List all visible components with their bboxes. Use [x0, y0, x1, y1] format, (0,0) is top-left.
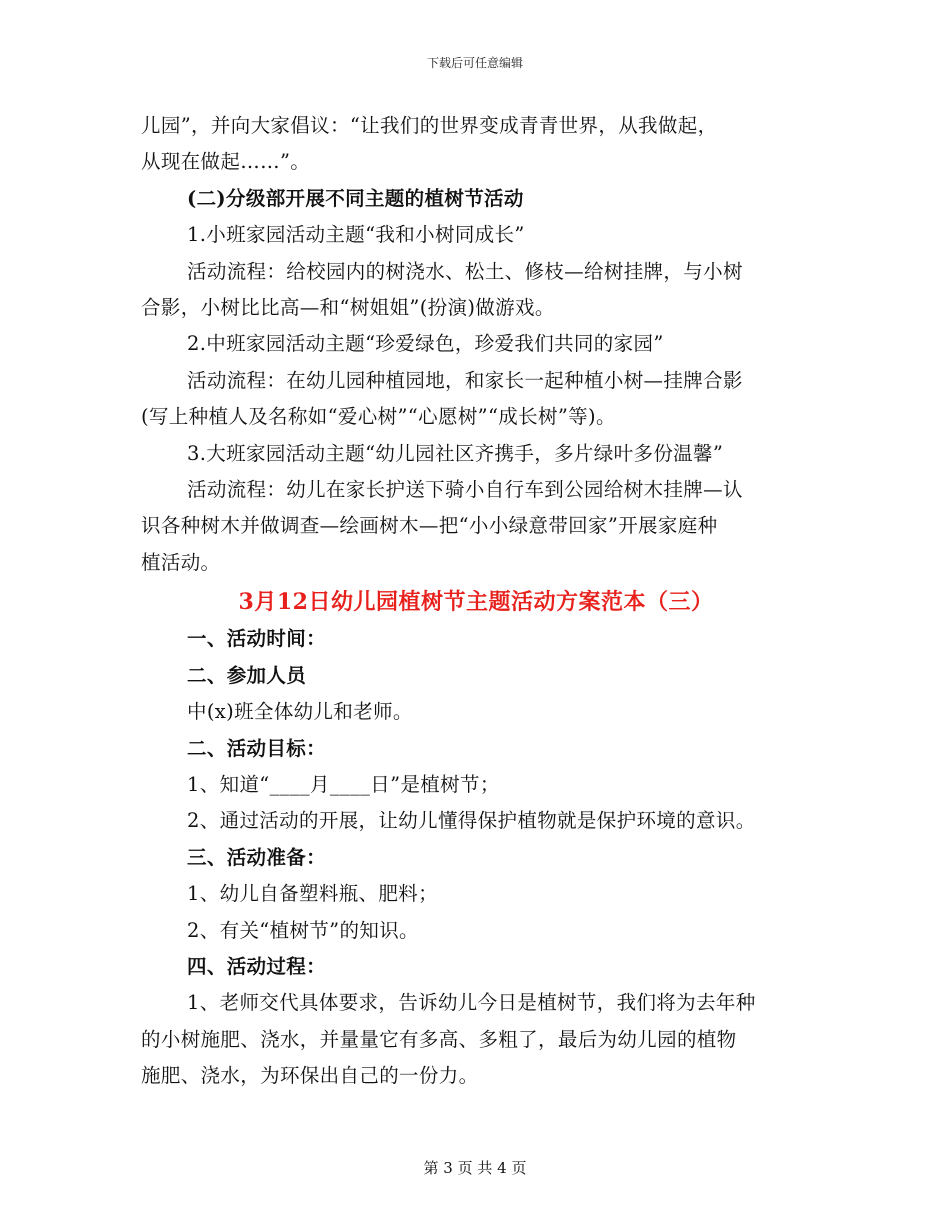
section-heading: 四、活动过程： — [187, 954, 326, 978]
paragraph-line: (写上种植人及名称如“爱心树”“心愿树”“成长树”等)。 — [141, 405, 616, 429]
paragraph-line: 识各种树木并做调查—绘画树木—把“小小绿意带回家”开展家庭种 — [141, 514, 718, 538]
paragraph-line: 活动流程：给校园内的树浇水、松土、修枝—给树挂牌，与小树 — [187, 259, 743, 283]
section-heading: 二、参加人员 — [187, 663, 307, 687]
page-footer: 第 3 页 共 4 页 — [423, 1159, 527, 1177]
paragraph-line: 从现在做起……”。 — [141, 150, 311, 174]
paragraph-line: 植活动。 — [141, 550, 221, 574]
page-header: 下载后可任意编辑 — [426, 56, 523, 70]
section-heading: 一、活动时间： — [187, 627, 326, 651]
document-body — [141, 108, 811, 1095]
paragraph-line: 3.大班家园活动主题“幼儿园社区齐携手，多片绿叶多份温馨” — [187, 441, 724, 465]
paragraph-line: 施肥、浇水，为环保出自己的一份力。 — [141, 1064, 479, 1088]
section-heading: 二、活动目标： — [187, 736, 326, 760]
paragraph-line: 2、通过活动的开展，让幼儿懂得保护植物就是保护环境的意识。 — [187, 809, 756, 833]
section-heading: 三、活动准备： — [187, 845, 326, 869]
paragraph-line: 2.中班家园活动主题“珍爱绿色，珍爱我们共同的家园” — [187, 332, 664, 356]
paragraph-line: 1.小班家园活动主题“我和小树同成长” — [187, 223, 525, 247]
paragraph-line: 活动流程：幼儿在家长护送下骑小自行车到公园给树木挂牌—认 — [187, 478, 743, 502]
paragraph-line: 儿园”，并向大家倡议：“让我们的世界变成青青世界，从我做起， — [141, 114, 718, 137]
section-title: 3月12日幼儿园植树节主题活动方案范本（三） — [238, 589, 714, 616]
paragraph-line: 活动流程：在幼儿园种植园地，和家长一起种植小树—挂牌合影 — [187, 368, 743, 392]
paragraph-line: 1、老师交代具体要求，告诉幼儿今日是植树节，我们将为去年种 — [187, 991, 756, 1015]
paragraph-line: 的小树施肥、浇水，并量量它有多高、多粗了，最后为幼儿园的植物 — [141, 1027, 737, 1051]
paragraph-line: 2、有关“植树节”的知识。 — [187, 918, 419, 942]
subheading: (二)分级部开展不同主题的植树节活动 — [187, 186, 524, 210]
paragraph-line: 中(x)班全体幼儿和老师。 — [187, 700, 413, 724]
paragraph-line: 1、知道“____月____日”是植树节； — [187, 772, 500, 796]
paragraph-line: 合影，小树比比高—和“树姐姐”(扮演)做游戏。 — [141, 296, 555, 320]
paragraph-line: 1、幼儿自备塑料瓶、肥料； — [187, 882, 438, 906]
